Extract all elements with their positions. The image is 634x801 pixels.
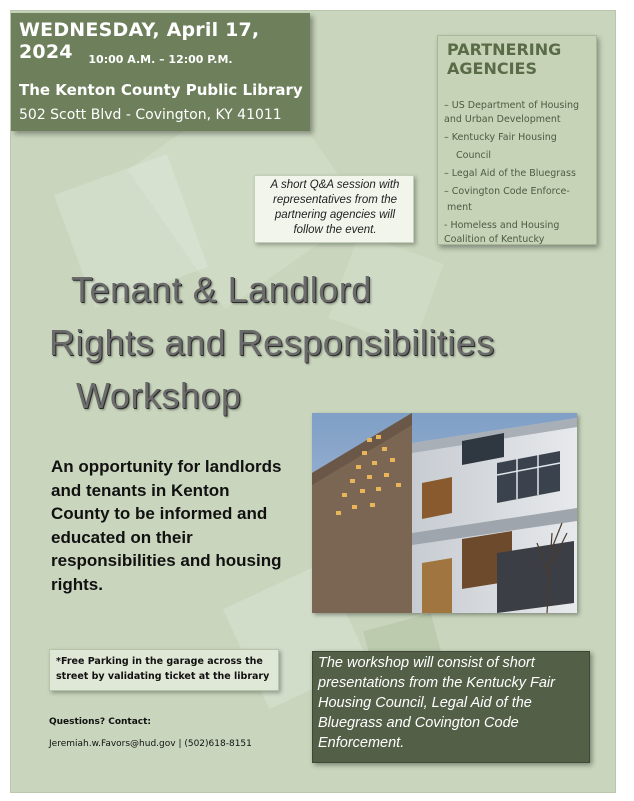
agency-item: - Homeless and Housing bbox=[444, 220, 560, 231]
agencies-title-line: PARTNERING bbox=[447, 40, 562, 59]
event-venue: The Kenton County Public Library bbox=[19, 81, 303, 99]
agency-item: – Covington Code Enforce- ment bbox=[444, 186, 570, 213]
title-line-3: Workshop bbox=[76, 375, 242, 416]
qa-note-text: A short Q&A session with representatives from the partnering agencies will follow the event. bbox=[270, 179, 400, 236]
agency-item: – Kentucky Fair Housing bbox=[444, 132, 557, 143]
partnering-agencies-box bbox=[437, 35, 597, 245]
library-building-photo bbox=[312, 413, 577, 613]
agencies-title-line: AGENCIES bbox=[447, 59, 537, 78]
agency-item: Coalition of Kentucky bbox=[444, 234, 545, 245]
agency-list bbox=[444, 98, 594, 246]
library-building-photo-icon bbox=[312, 413, 577, 613]
agency-item: – US Department of Housing bbox=[444, 100, 580, 111]
partnering-agencies-title bbox=[447, 40, 592, 78]
agency-item: and Urban Development bbox=[444, 114, 561, 125]
workshop-note-text: The workshop will consist of short presentations from the Kentucky Fair Housing Council, Legal Aid of the Bluegrass and Covington Code Enforcement. bbox=[318, 655, 555, 751]
qa-note-box bbox=[254, 175, 414, 243]
contact-info: Jeremiah.w.Favors@hud.gov | (502)618-8151 bbox=[49, 739, 252, 749]
agency-item: Council bbox=[456, 150, 491, 161]
event-time: 10:00 A.M. – 12:00 P.M. bbox=[88, 53, 233, 66]
workshop-note-box bbox=[312, 651, 590, 763]
title-line-2: Rights and Responsibilities bbox=[49, 322, 495, 363]
event-address: 502 Scott Blvd - Covington, KY 41011 bbox=[19, 107, 282, 123]
event-date: WEDNESDAY, April 17, 2024 bbox=[19, 19, 260, 63]
workshop-description: An opportunity for landlords and tenants in Kenton County to be informed and educated on their responsibilities and housing rights. bbox=[51, 457, 282, 594]
event-details-box bbox=[11, 13, 310, 131]
parking-note-box bbox=[49, 649, 279, 691]
flyer-page bbox=[10, 10, 616, 793]
title-line-1: Tenant & Landlord bbox=[71, 269, 372, 310]
contact-label: Questions? Contact: bbox=[49, 717, 152, 727]
parking-note-text: *Free Parking in the garage across the street by validating ticket at the library bbox=[56, 656, 270, 682]
agency-item: – Legal Aid of the Bluegrass bbox=[444, 168, 576, 179]
